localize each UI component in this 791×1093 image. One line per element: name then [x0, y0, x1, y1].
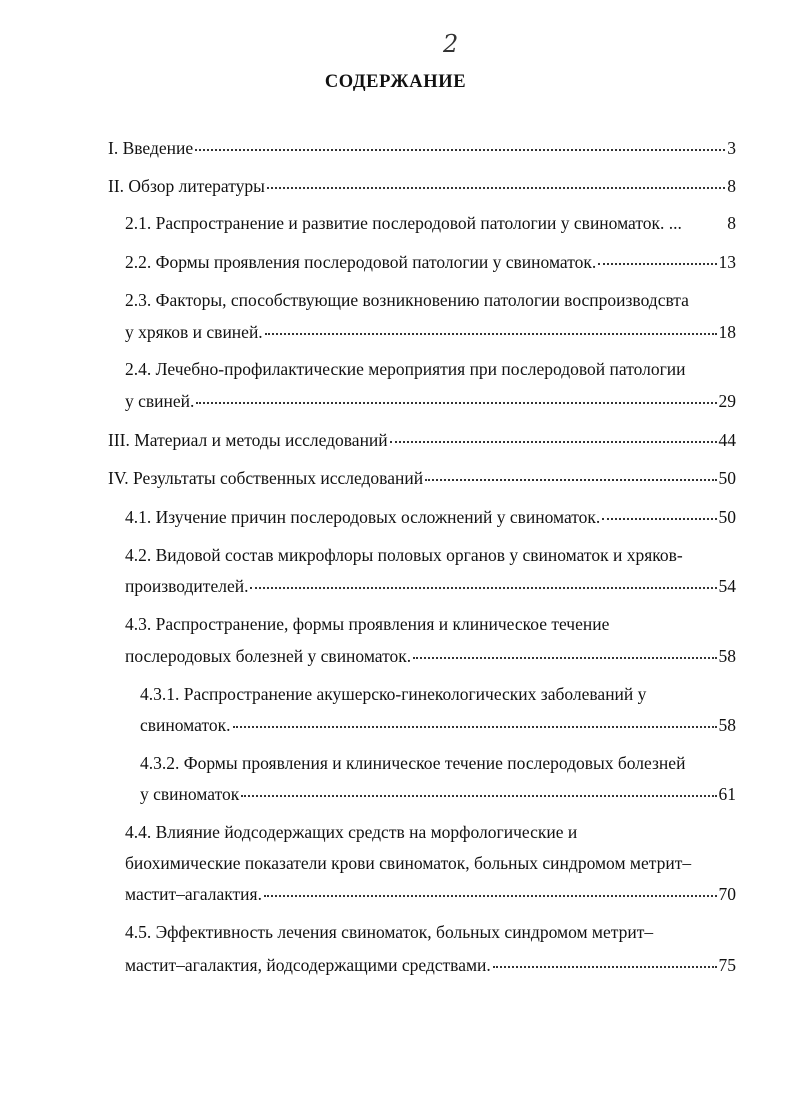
toc-entry-label: III. Материал и методы исследований [108, 430, 388, 450]
toc-page-number: 70 [718, 884, 736, 904]
toc-page-number: 3 [727, 138, 736, 158]
toc-page-number: 50 [718, 468, 736, 488]
page-title: СОДЕРЖАНИЕ [324, 72, 467, 92]
toc-entry-2-4 [125, 389, 736, 413]
toc-entry-4-3 [125, 644, 736, 668]
toc-entry-2-4-line1: 2.4. Лечебно-профилактические мероприятия при послеродовой патологии [125, 359, 686, 379]
dot-leader [602, 518, 716, 520]
toc-entry-4-3-2 [140, 782, 736, 806]
toc-entry-label: у свиноматок [140, 784, 240, 804]
toc-page-number: 8 [727, 176, 736, 196]
dot-leader [195, 149, 725, 151]
toc-entry-2-2 [125, 250, 736, 274]
dot-leader [390, 441, 717, 443]
toc-entry-introduction [108, 136, 736, 160]
toc-entry-4-3-1 [140, 713, 736, 737]
toc-page-number: 44 [718, 430, 736, 450]
toc-entry-label: 2.2. Формы проявления послеродовой патологии у свиноматок. [125, 252, 597, 272]
toc-page-number: 29 [718, 391, 736, 411]
toc-entry-materials-methods [108, 428, 736, 452]
toc-page-number: 18 [718, 322, 736, 342]
toc-entry-label: у свиней. [125, 391, 195, 411]
toc-page-number: 50 [718, 507, 736, 527]
toc-page-number: 54 [718, 576, 736, 596]
toc-page-number: 75 [718, 955, 736, 975]
dot-leader [598, 263, 716, 265]
toc-entry-4-5-line1: 4.5. Эффективность лечения свиноматок, больных синдромом метрит– [125, 922, 654, 942]
toc-entry-4-2 [125, 574, 736, 598]
toc-page-number: 61 [718, 784, 736, 804]
toc-entry-4-2-line1: 4.2. Видовой состав микрофлоры половых органов у свиноматок и хряков- [125, 545, 683, 565]
toc-entry-label: послеродовых болезней у свиноматок. [125, 646, 412, 666]
toc-entry-literature-review [108, 174, 736, 198]
toc-entry-label: IV. Результаты собственных исследований [108, 468, 424, 488]
toc-page-number: 58 [718, 646, 736, 666]
toc-entry-label: 2.1. Распространение и развитие послеродовой патологии у свиноматок. ... [125, 213, 682, 233]
toc-entry-label: 4.1. Изучение причин послеродовых осложнений у свиноматок. [125, 507, 601, 527]
toc-entry-label: у хряков и свиней. [125, 322, 263, 342]
toc-entry-label: свиноматок. [140, 715, 231, 735]
toc-entry-2-3 [125, 320, 736, 344]
toc-entry-4-3-line1: 4.3. Распространение, формы проявления и клиническое течение [125, 614, 610, 634]
dot-leader [425, 479, 716, 481]
dot-leader [264, 895, 717, 897]
toc-page-number: 13 [718, 252, 736, 272]
dot-leader [241, 795, 716, 797]
page-number: 2 [443, 30, 459, 58]
toc-page-number: 8 [727, 213, 736, 233]
dot-leader [267, 187, 725, 189]
toc-entry-2-3-line1: 2.3. Факторы, способствующие возникновению патологии воспроизводсвта [125, 290, 689, 310]
toc-page-number: 58 [718, 715, 736, 735]
toc-entry-2-1 [125, 211, 736, 235]
dot-leader [413, 657, 716, 659]
toc-entry-4-3-2-line1: 4.3.2. Формы проявления и клиническое течение послеродовых болезней [140, 753, 686, 773]
toc-entry-4-3-1-line1: 4.3.1. Распространение акушерско-гинекологических заболеваний у [140, 684, 647, 704]
toc-entry-label: II. Обзор литературы [108, 176, 265, 196]
dot-leader [493, 966, 717, 968]
toc-entry-label: мастит–агалактия, йодсодержащими средствами. [125, 955, 491, 975]
toc-entry-label: производителей. [125, 576, 249, 596]
toc-entry-4-1 [125, 505, 736, 529]
toc-entry-4-4-line1: 4.4. Влияние йодсодержащих средств на морфологические и [125, 822, 578, 842]
toc-entry-4-5 [125, 953, 736, 977]
toc-entry-4-4-line2: биохимические показатели крови свиноматок, больных синдромом метрит– [125, 853, 692, 873]
toc-entry-results [108, 466, 736, 490]
toc-entry-label: I. Введение [108, 138, 194, 158]
toc-entry-label: мастит–агалактия. [125, 884, 262, 904]
dot-leader [265, 333, 717, 335]
dot-leader [233, 726, 717, 728]
dot-leader [250, 587, 716, 589]
toc-entry-4-4 [125, 882, 736, 906]
dot-leader [196, 402, 716, 404]
